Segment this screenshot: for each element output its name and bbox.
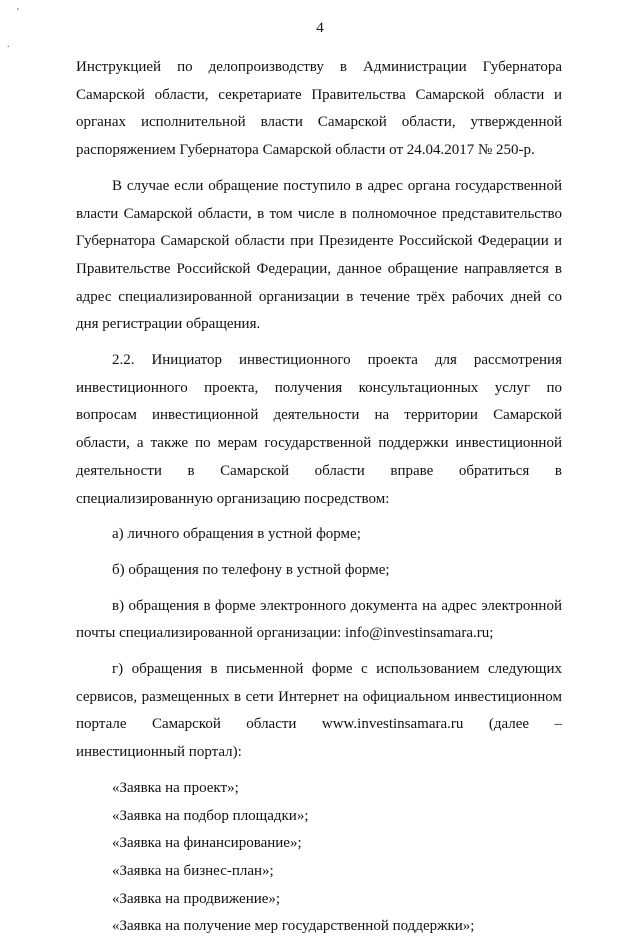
scan-mark: ' — [17, 7, 19, 18]
list-item-v: в) обращения в форме электронного документа на адрес электронной почты специализированной организации: info@investinsamara.ru; — [76, 597, 562, 642]
request-type-item: «Заявка на получение мер государственной поддержки»; — [112, 918, 475, 935]
paragraph-continuation: Инструкцией по делопроизводству в Администрации Губернатора Самарской области, секретариате Правительства Самарской области и органах исполнительной власти Самарской области, утвержденной распоряжением Губернатора Самарской области от 24.04.2017 № 250-р. — [76, 59, 562, 159]
paragraph-2-2: 2.2. Инициатор инвестиционного проекта для рассмотрения инвестиционного проекта, получения консультационных услуг по вопросам инвестиционной деятельности на территории Самарской области, а также по мерам государственной поддержки инвестиционной деятельности в Самарской области вправе обратиться в специализированную организацию посредством: — [76, 352, 562, 507]
request-type-item: «Заявка на финансирование»; — [112, 835, 302, 852]
page-number: 4 — [316, 20, 324, 36]
document-body — [76, 54, 562, 941]
list-item-a: а) личного обращения в устной форме; — [112, 526, 361, 543]
request-type-item: «Заявка на проект»; — [112, 779, 239, 796]
request-type-item: «Заявка на подбор площадки»; — [112, 807, 309, 824]
list-item-g: г) обращения в письменной форме с использованием следующих сервисов, размещенных в сети Интернет на официальном инвестиционном портале Самарской области www.investinsamara.ru (далее – инвестиционный портал): — [76, 661, 562, 761]
paragraph-appeal-forwarding: В случае если обращение поступило в адрес органа государственной власти Самарской области, в том числе в полномочное представительство Губернатора Самарской области при Президенте Российской Федерации и Правительстве Российской Федерации, данное обращение направляется в адрес специализированной организации в течение трёх рабочих дней со дня регистрации обращения. — [76, 177, 562, 333]
request-type-item: «Заявка на бизнес-план»; — [112, 862, 274, 879]
list-item-b: б) обращения по телефону в устной форме; — [112, 561, 390, 578]
scan-mark: . — [7, 39, 10, 50]
request-type-item: «Заявка на продвижение»; — [112, 890, 281, 907]
